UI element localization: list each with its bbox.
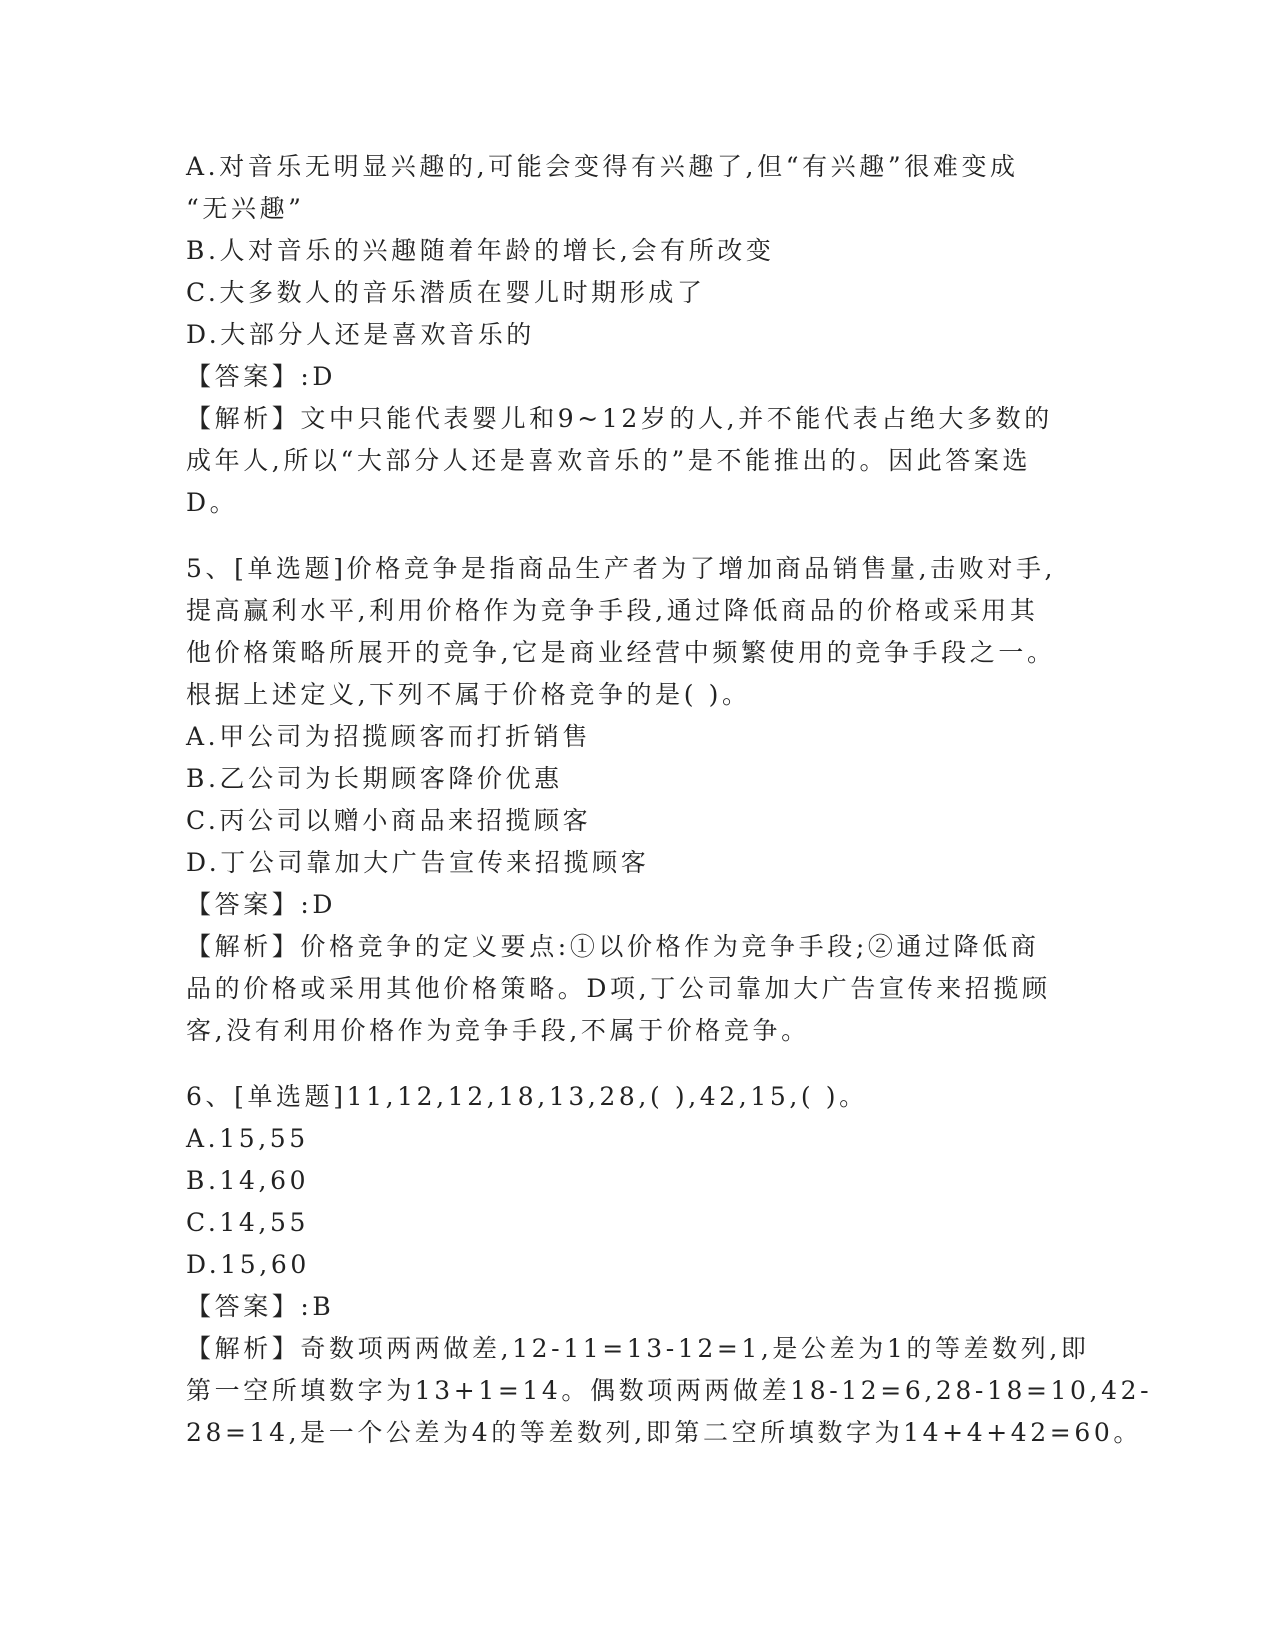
answer: 【答案】:D	[186, 890, 337, 919]
option-a: A.15,55	[186, 1124, 309, 1153]
option-d: D.大部分人还是喜欢音乐的	[186, 320, 535, 349]
option-d: D.丁公司靠加大广告宣传来招揽顾客	[186, 848, 650, 877]
option-b: B.人对音乐的兴趣随着年龄的增长,会有所改变	[186, 236, 775, 265]
question-stem: 6、[单选题]11,12,12,18,13,28,( ),42,15,( )。	[186, 1082, 868, 1111]
option-a: A.甲公司为招揽顾客而打折销售	[186, 722, 592, 751]
question-4-tail	[186, 146, 1075, 524]
analysis-line-2: 品的价格或采用其他价格策略。D项,丁公司靠加大广告宣传来招揽顾	[186, 974, 1051, 1003]
analysis-line-3: 28=14,是一个公差为4的等差数列,即第二空所填数字为14+4+42=60。	[186, 1418, 1142, 1447]
question-stem-line-1: 5、[单选题]价格竞争是指商品生产者为了增加商品销售量,击败对手,	[186, 554, 1057, 583]
option-b: B.14,60	[186, 1166, 310, 1195]
option-d: D.15,60	[186, 1250, 310, 1279]
spacer	[186, 1052, 1075, 1076]
option-a-line-2: “无兴趣”	[186, 194, 305, 223]
answer: 【答案】:D	[186, 362, 337, 391]
option-c: C.大多数人的音乐潜质在婴儿时期形成了	[186, 278, 706, 307]
question-5	[186, 548, 1075, 1052]
question-stem-line-2: 提高赢利水平,利用价格作为竞争手段,通过降低商品的价格或采用其	[186, 596, 1039, 625]
analysis-line-1: 【解析】奇数项两两做差,12-11=13-12=1,是公差为1的等差数列,即	[186, 1334, 1090, 1363]
option-c: C.14,55	[186, 1208, 309, 1237]
question-stem-line-3: 他价格策略所展开的竞争,它是商业经营中频繁使用的竞争手段之一。	[186, 638, 1056, 667]
question-stem-line-4: 根据上述定义,下列不属于价格竞争的是( )。	[186, 680, 751, 709]
answer: 【答案】:B	[186, 1292, 335, 1321]
spacer	[186, 524, 1075, 548]
analysis-line-1: 【解析】文中只能代表婴儿和9~12岁的人,并不能代表占绝大多数的	[186, 404, 1053, 433]
analysis-line-3: D。	[186, 488, 239, 517]
question-6	[186, 1076, 1153, 1454]
analysis-line-2: 成年人,所以“大部分人还是喜欢音乐的”是不能推出的。因此答案选	[186, 446, 1032, 475]
option-c: C.丙公司以赠小商品来招揽顾客	[186, 806, 592, 835]
analysis-line-2: 第一空所填数字为13+1=14。偶数项两两做差18-12=6,28-18=10,42-	[186, 1376, 1153, 1405]
option-a-line-1: A.对音乐无明显兴趣的,可能会变得有兴趣了,但“有兴趣”很难变成	[186, 152, 1019, 181]
analysis-line-1: 【解析】价格竞争的定义要点:①以价格作为竞争手段;②通过降低商	[186, 932, 1040, 961]
option-b: B.乙公司为长期顾客降价优惠	[186, 764, 563, 793]
analysis-line-3: 客,没有利用价格作为竞争手段,不属于价格竞争。	[186, 1016, 810, 1045]
